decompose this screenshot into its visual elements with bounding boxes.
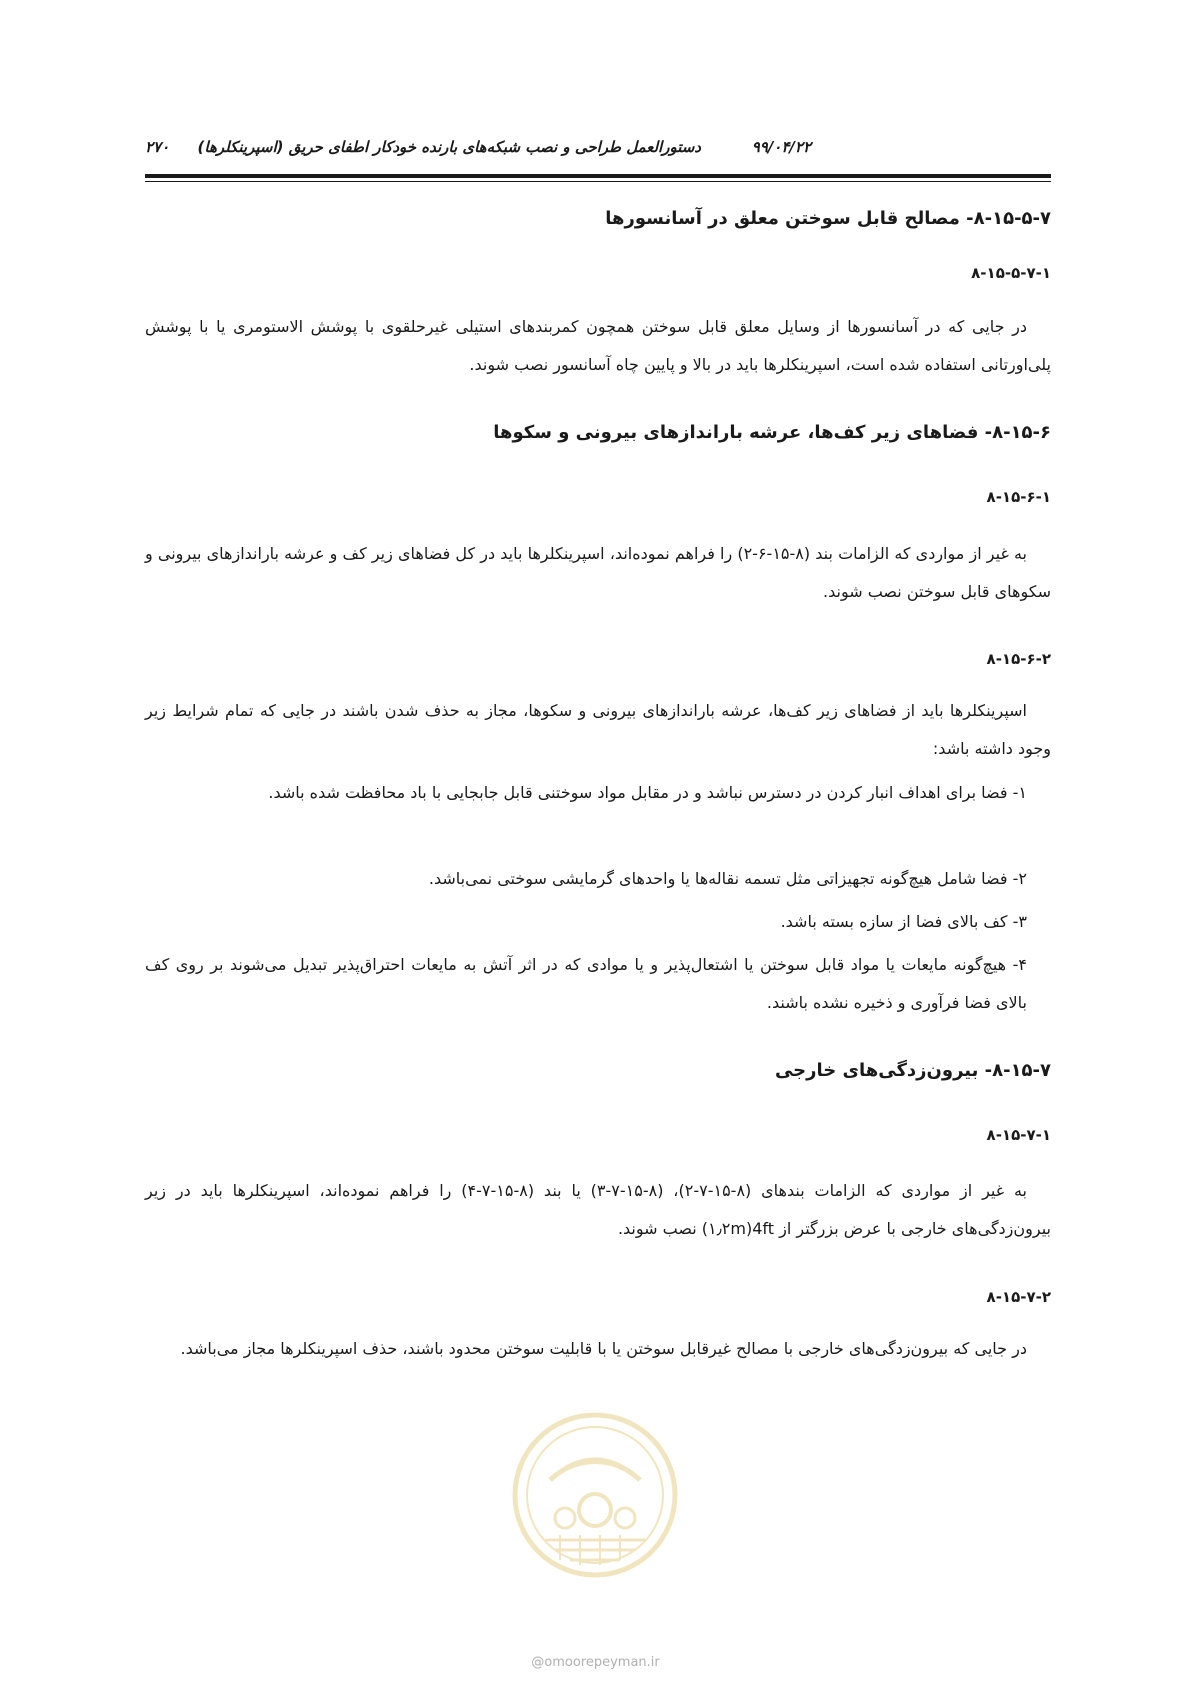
clause-number: ۸-۱۵-۵-۷-۱ [971, 264, 1051, 282]
paragraph: به غیر از مواردی که الزامات بندهای (۸-۱۵-۷-۲)، (۸-۱۵-۷-۳) یا بند (۸-۱۵-۷-۴) را فراهم نموده‌اند، اسپرینکلرها باید در زیر بیرون‌زدگی‌های خارجی با عرض بزرگتر از 4ft(۱٫۲m) نصب شوند. [145, 1181, 1051, 1238]
header-date: ۹۹/۰۴/۲۲ [751, 138, 811, 156]
clause-number: ۸-۱۵-۷-۱ [986, 1126, 1051, 1144]
section-heading: ۸-۱۵-۷- بیرون‌زدگی‌های خارجی [774, 1060, 1051, 1081]
list-item: ۲- فضا شامل هیچ‌گونه تجهیزاتی مثل تسمه نقاله‌ها یا واحدهای گرمایشی سوختی نمی‌باشد. [428, 869, 1027, 888]
page-number: ۲۷۰ [145, 138, 170, 156]
paragraph: در جایی که در آسانسورها از وسایل معلق قابل سوختن همچون کمربندهای استیلی غیرحلقوی با پوشش الاستومری یا با پوشش پلی‌اورتانی استفاده شده است، اسپرینکلرها باید در بالا و پایین چاه آسانسور نصب شوند. [145, 317, 1051, 374]
clause-number: ۸-۱۵-۷-۲ [986, 1288, 1051, 1306]
site-url: @omoorepeyman.ir [531, 1655, 660, 1670]
section-heading: ۸-۱۵-۵-۷- مصالح قابل سوختن معلق در آسانسورها [605, 208, 1051, 229]
header-rule-thick [145, 174, 1051, 178]
clause-number: ۸-۱۵-۶-۱ [986, 488, 1051, 506]
header-rule-thin [145, 181, 1051, 182]
section-heading: ۸-۱۵-۶- فضاهای زیر کف‌ها، عرشه باراندازهای بیرونی و سکوها [493, 422, 1051, 443]
list-item: ۴- هیچ‌گونه مایعات یا مواد قابل سوختن یا اشتعال‌پذیر و یا موادی که در اثر آتش به مایعات احتراق‌پذیر تبدیل می‌شوند بر روی کف بالای فضا فرآوری و ذخیره نشده باشند. [145, 955, 1027, 1012]
paragraph: اسپرینکلرها باید از فضاهای زیر کف‌ها، عرشه باراندازهای بیرونی و سکوها، مجاز به حذف شدن باشند در جایی که تمام شرایط زیر وجود داشته باشد: [145, 701, 1051, 758]
running-header [145, 132, 1051, 166]
list-item: ۱- فضا برای اهداف انبار کردن در دسترس نباشد و در مقابل مواد سوختنی قابل جابجایی با باد محافظت شده باشد. [268, 783, 1027, 802]
paragraph: در جایی که بیرون‌زدگی‌های خارجی با مصالح غیرقابل سوختن یا با قابلیت سوختن محدود باشند، حذف اسپرینکلرها مجاز می‌باشد. [180, 1339, 1027, 1358]
clause-number: ۸-۱۵-۶-۲ [986, 650, 1051, 668]
omoore-peyman-seal-logo-icon [510, 1410, 680, 1580]
list-item: ۳- کف بالای فضا از سازه بسته باشد. [780, 912, 1027, 931]
header-title: دستورالعمل طراحی و نصب شبکه‌های بارنده خودکار اطفای حریق (اسپرینکلرها) [197, 138, 701, 156]
paragraph: به غیر از مواردی که الزامات بند (۸-۱۵-۶-۲) را فراهم نموده‌اند، اسپرینکلرها باید در کل فضاهای زیر کف و عرشه باراندازهای بیرونی و سکوهای قابل سوختن نصب شوند. [145, 544, 1051, 601]
